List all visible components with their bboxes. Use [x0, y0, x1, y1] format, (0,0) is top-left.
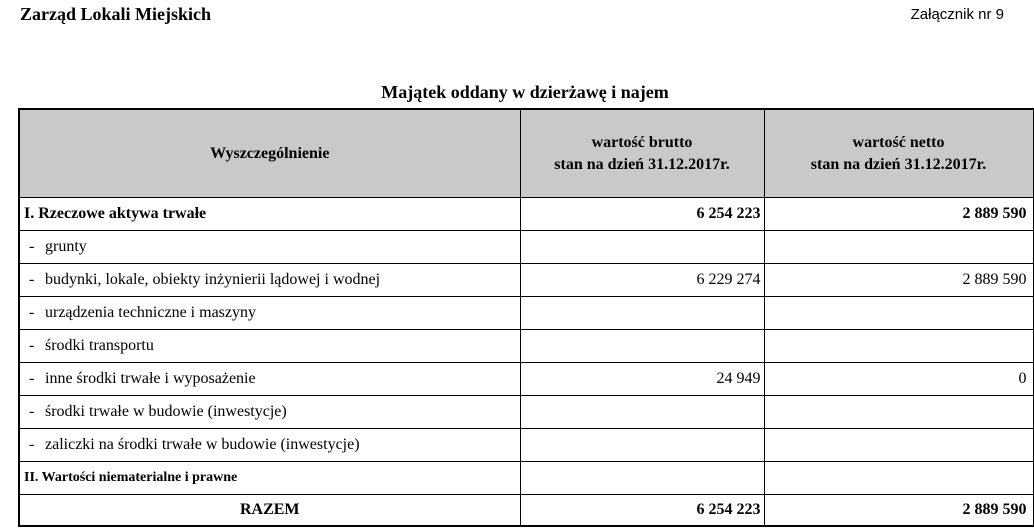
table-row: [19, 330, 1033, 363]
row-label-cell: [19, 396, 520, 429]
table-row: [19, 363, 1033, 396]
column-header-net-value: [764, 109, 1033, 198]
total-gross-value: 6 254 223: [520, 495, 764, 527]
net-value-label: wartość netto: [852, 133, 945, 151]
gross-value-cell: [520, 429, 764, 462]
organization-name: Zarząd Lokali Miejskich: [20, 4, 212, 24]
gross-value-cell: [520, 396, 764, 429]
column-header-gross-value: [520, 109, 764, 198]
dash-marker: -: [29, 337, 35, 354]
dash-marker: -: [29, 238, 35, 255]
row-label: II. Wartości niematerialne i prawne: [19, 462, 520, 495]
dash-marker: -: [29, 436, 35, 453]
assets-table: [18, 108, 1034, 527]
gross-value-label: wartość brutto: [591, 133, 693, 151]
total-row: [19, 495, 1033, 527]
row-label: inne środki trwałe i wyposażenie: [45, 370, 256, 387]
net-value-cell: [764, 330, 1033, 363]
annex-label: Załącznik nr 9: [910, 6, 1004, 23]
gross-value-cell: 6 254 223: [520, 198, 764, 231]
row-label: środki trwałe w budowie (inwestycje): [45, 403, 287, 420]
table-row: [19, 396, 1033, 429]
row-label-cell: [19, 429, 520, 462]
table-row: [19, 462, 1033, 495]
dash-marker: -: [29, 403, 35, 420]
net-value-cell: [764, 462, 1033, 495]
dash-marker: -: [29, 271, 35, 288]
gross-value-cell: [520, 330, 764, 363]
net-value-date: stan na dzień 31.12.2017r.: [810, 155, 987, 173]
row-label: grunty: [45, 238, 87, 255]
gross-value-cell: 6 229 274: [520, 264, 764, 297]
net-value-cell: 2 889 590: [764, 198, 1033, 231]
table-row: [19, 198, 1033, 231]
row-label: budynki, lokale, obiekty inżynierii lądowej i wodnej: [45, 271, 381, 288]
net-value-cell: 0: [764, 363, 1033, 396]
gross-value-cell: [520, 297, 764, 330]
gross-value-date: stan na dzień 31.12.2017r.: [554, 155, 730, 173]
table-row: [19, 429, 1033, 462]
net-value-cell: [764, 429, 1033, 462]
table-title: Majątek oddany w dzierżawę i najem: [381, 82, 669, 102]
column-header-description: Wyszczególnienie: [19, 109, 520, 198]
header-row: [19, 109, 1033, 198]
row-label: zaliczki na środki trwałe w budowie (inwestycje): [45, 436, 360, 453]
table-row: [19, 264, 1033, 297]
table-row: [19, 297, 1033, 330]
row-label: I. Rzeczowe aktywa trwałe: [19, 198, 520, 231]
gross-value-cell: [520, 231, 764, 264]
gross-value-cell: 24 949: [520, 363, 764, 396]
row-label-cell: [19, 330, 520, 363]
table-row: [19, 231, 1033, 264]
row-label-cell: [19, 231, 520, 264]
net-value-cell: 2 889 590: [764, 264, 1033, 297]
net-value-cell: [764, 297, 1033, 330]
row-label: środki transportu: [45, 337, 154, 354]
gross-value-cell: [520, 462, 764, 495]
net-value-cell: [764, 396, 1033, 429]
row-label-cell: [19, 297, 520, 330]
total-net-value: 2 889 590: [764, 495, 1033, 527]
row-label-cell: [19, 264, 520, 297]
dash-marker: -: [29, 304, 35, 321]
row-label: urządzenia techniczne i maszyny: [45, 304, 256, 321]
dash-marker: -: [29, 370, 35, 387]
net-value-cell: [764, 231, 1033, 264]
total-label: RAZEM: [19, 495, 520, 527]
row-label-cell: [19, 363, 520, 396]
